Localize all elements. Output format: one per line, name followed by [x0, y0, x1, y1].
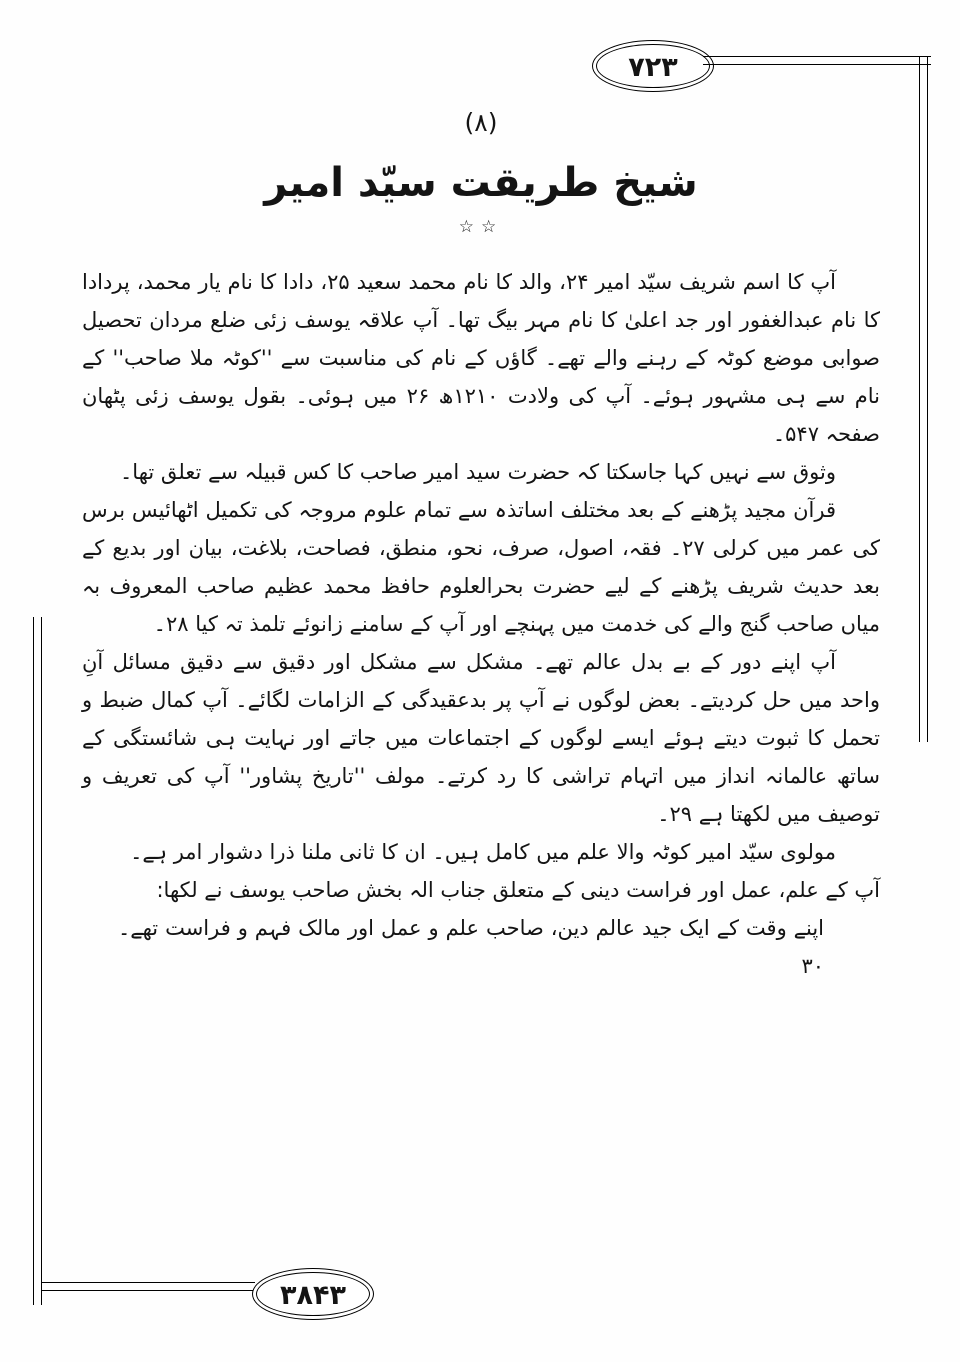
paragraph-testimonial-intro: آپ کے علم، عمل اور فراست دینی کے متعلق جناب الہ بخش صاحب یوسف نے لکھا: — [156, 878, 880, 902]
section-number: (۸) — [464, 108, 498, 137]
body-text — [82, 263, 880, 985]
top-page-number-cartouche — [592, 40, 714, 92]
paragraph-biography: آپ کا اسم شریف سیّد امیر ۲۴، والد کا نام محمد سعید ۲۵، دادا کا نام یار محمد، پردادا کا نام عبدالغفور اور جد اعلیٰ کا نام مہر بیگ تھا۔ آپ علاقہ یوسف زئی ضلع مردان تحصیل صوابی موضع کوٹہ کے رہنے والے تھے۔ گاؤں کے نام کی مناسبت سے ''کوٹہ ملا صاحب'' کے نام سے ہی مشہور ہوئے۔ آپ کی ولادت ۱۲۱۰ھ ۲۶ میں ہوئی۔ بقول یوسف زئی پٹھان صفحہ ۵۴۷۔ — [82, 270, 880, 446]
page-content — [82, 108, 880, 985]
paragraph-education: قرآن مجید پڑھنے کے بعد مختلف اساتذہ سے تمام علوم مروجہ کی تکمیل اٹھائیس برس کی عمر میں کرلی ۲۷۔ فقہ، اصول، صرف، نحو، منطق، فصاحت، بلاغت، بیان اور بدیع کے بعد حدیث شریف پڑھنے کے لیے حضرت بحرالعلوم حافظ محمد عظیم صاحب المعروف بہ میاں صاحب گنج والے کی خدمت میں پہنچے اور آپ کے سامنے زانوئے تلمذ تہ کیا ۲۸۔ — [82, 498, 880, 636]
paragraph-scholarship: آپ اپنے دور کے بے بدل عالم تھے۔ مشکل سے مشکل اور دقیق سے دقیق مسائل آنِ واحد میں حل کردیتے۔ بعض لوگوں نے آپ پر بدعقیدگی کے الزامات لگائے۔ آپ کمال ضبط و تحمل کا ثبوت دیتے ہوئے ایسے لوگوں کے اجتماعات میں جاتے اور نہایت ہی شائستگی کے ساتھ عالمانہ انداز میں اتہام تراشی کا رد کرتے۔ مولف ''تاریخ پشاور'' آپ کی تعریف و توصیف میں لکھتا ہے ۲۹۔ — [82, 650, 880, 826]
left-border-ornament — [33, 617, 42, 1305]
stars-ornament: ☆☆ — [458, 217, 504, 237]
right-border-ornament — [919, 56, 928, 742]
paragraph-tribe: وثوق سے نہیں کہا جاسکتا کہ حضرت سید امیر صاحب کا کس قبیلہ سے تعلق تھا۔ — [120, 460, 836, 484]
top-page-number: ۷۲۳ — [628, 51, 678, 83]
paragraph-testimonial-quote: اپنے وقت کے ایک جید عالم دین، صاحب علم و عمل اور مالک فہم و فراست تھے۔ ۳۰ — [118, 916, 824, 978]
bottom-page-number: ۳۸۴۳ — [280, 1279, 346, 1311]
top-border-ornament — [703, 56, 931, 65]
chapter-title: شیخ طریقت سیّد امیر — [264, 160, 698, 206]
bottom-border-ornament — [41, 1282, 255, 1291]
paragraph-praise-quote: مولوی سیّد امیر کوٹہ والا علم میں کامل ہیں۔ ان کا ثانی ملنا ذرا دشوار امر ہے۔ — [130, 840, 836, 864]
bottom-page-number-cartouche — [252, 1268, 374, 1320]
